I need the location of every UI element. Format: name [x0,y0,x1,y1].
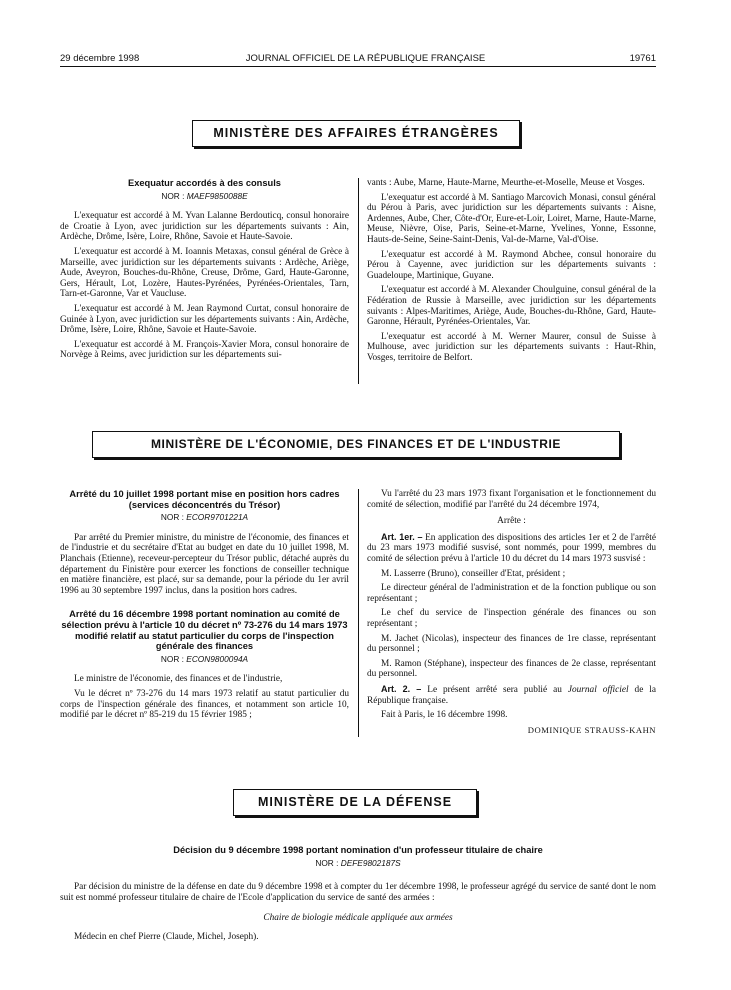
committee-member: M. Jachet (Nicolas), inspecteur des finances de 1re classe, représentant du personnel ; [367,633,656,655]
arrete-2-title: Arrêté du 16 décembre 1998 portant nomination au comité de sélection prévu à l'article 10 du décret nº 73-276 du 14 mars 1973 modifié relatif au statut particulier du corps de l'inspection générale des finances [61,609,348,652]
arrete-1-title: Arrêté du 10 juillet 1998 portant mise en position hors cadres (services déconcentrés du Trésor) [69,489,340,510]
exequatur-paragraph: L'exequatur est accordé à M. Werner Maurer, consul de Suisse à Mulhouse, avec juridiction sur les départements suivants : Haut-Rhin, Vosges, territoire de Belfort. [367,331,656,363]
committee-member: Le directeur général de l'administration et de la fonction publique ou son représentant ; [367,583,656,604]
arrete-1-nor-code: ECOR9701221A [186,512,249,523]
defense-chair-name: Chaire de biologie médicale appliquée aux armées [263,913,453,924]
economie-right-column [367,489,656,735]
arrete-2-article-2: Art. 2. – Le présent arrêté sera publié au Journal officiel de la République française. [367,683,656,706]
article-2-label: Art. 2. – [381,683,422,694]
arrete-2-vu-arrete: Vu l'arrêté du 23 mars 1973 fixant l'organisation et le fonctionnement du comité de sélection, modifié par l'arrêté du 24 décembre 1974, [367,489,656,510]
header-page-number: 19761 [629,53,656,64]
etrangeres-nor-code: MAEF9850088E [186,190,248,201]
defense-appointee: Médecin en chef Pierre (Claude, Michel, Joseph). [74,931,259,942]
section-banner-economie: MINISTÈRE DE L'ÉCONOMIE, DES FINANCES ET DE L'INDUSTRIE [92,431,620,458]
column-divider [358,489,359,737]
section-banner-defense: MINISTÈRE DE LA DÉFENSE [233,789,477,816]
exequatur-paragraph: L'exequatur est accordé à M. Alexander Choulguine, consul général de la Fédération de Russie à Marseille, avec juridiction sur les départements suivants : Alpes-Maritimes, Ariège, Aude, Bouches-du-Rhône, Gard, Haute-Garonne, Hérault, Pyrénées-Orientales, Var. [367,285,656,328]
arrete-1-text: Par arrêté du Premier ministre, du ministre de l'économie, des finances et de l'industrie et du secrétaire d'Etat au budget en date du 10 juillet 1998, M. Planchais (Etienne), receveur-percepteur du Trésor public, détaché auprès du département du Finistère pour exercer les fonctions de conseiller technique en matière financière, est placé, sur sa demande, pour la période du 1er avril 1996 au 30 septembre 1997 inclus, dans la position hors cadres. [60,532,349,596]
arrete-2-arrete-label: Arrête : [497,516,526,527]
defense-nor-code: DEFE9802187S [340,857,401,868]
defense-decision-text: Par décision du ministre de la défense en date du 9 décembre 1998 et à compter du 1er décembre 1998, le professeur agrégé du service de santé dont le nom suit est nommé professeur titulaire de chaire de l'Ecole d'application du service de santé des armées : [60,882,656,903]
exequatur-paragraph: L'exequatur est accordé à M. Yvan Lalanne Berdouticq, consul honoraire de Croatie à Lyon, avec juridiction sur les départements suivants : Ain, Ardèche, Drôme, Isère, Loire, Rhône, Savoie et Haute-Savoie. [60,211,349,243]
section-banner-affaires-etrangeres: MINISTÈRE DES AFFAIRES ÉTRANGÈRES [192,120,520,147]
defense-title: Décision du 9 décembre 1998 portant nomination d'un professeur titulaire de chaire [173,845,543,855]
etrangeres-right-column [367,178,656,364]
committee-member: M. Ramon (Stéphane), inspecteur des finances de 2e classe, représentant du personnel. [367,658,656,680]
exequatur-paragraph: L'exequatur est accordé à M. François-Xavier Mora, consul honoraire de Norvège à Reims, avec juridiction sur les départements sui- [60,339,349,361]
arrete-1-nor: NOR : ECOR9701221A [160,512,249,523]
exequatur-paragraph: L'exequatur est accordé à M. Raymond Abchee, consul honoraire du Pérou à Cayenne, avec juridiction sur les départements suivants : Guadeloupe, Martinique, Guyane. [367,249,656,281]
signature: DOMINIQUE STRAUSS-KAHN [527,724,656,735]
etrangeres-nor: NOR : MAEF9850088E [161,190,248,201]
arrete-2-done-at: Fait à Paris, le 16 décembre 1998. [381,710,508,721]
etrangeres-left-column [60,178,349,361]
economie-left-column [60,489,349,721]
article-1-label: Art. 1er. – [381,531,423,542]
exequatur-paragraph-continuation: vants : Aube, Marne, Haute-Marne, Meurthe-et-Moselle, Meuse et Vosges. [367,178,645,188]
column-divider [358,178,359,384]
exequatur-paragraph: L'exequatur est accordé à M. Santiago Marcovich Monasi, consul général du Pérou à Paris, avec juridiction sur les départements suivants : Aisne, Ardennes, Aube, Cher, Côte-d'Or, Eure-et-Loir, Loiret, Marne, Haute-Marne, Meuse, Nièvre, Oise, Paris, Seine-et-Marne, Yvelines, Yonne, Essonne, Hauts-de-Seine, Seine-Saint-Denis, Val-de-Marne, Val-d'Oise. [367,192,656,245]
exequatur-paragraph: L'exequatur est accordé à M. Ioannis Metaxas, consul général de Grèce à Marseille, avec juridiction sur les départements suivants : Ardèche, Ariège, Aude, Aveyron, Bouches-du-Rhône, Creuse, Drôme, Gard, Haute-Garonne, Gers, Hérault, Lot, Lozère, Hautes-Pyrénées, Pyrénées-Orientales, Tarn, Tarn-et-Garonne, Var et Vaucluse. [60,246,349,300]
defense-nor: NOR : DEFE9802187S [315,857,401,868]
exequatur-paragraph: L'exequatur est accordé à M. Jean Raymond Curtat, consul honoraire de Guinée à Lyon, avec juridiction sur les départements suivants : Ain, Ardèche, Drôme, Isère, Loire, Rhône, Savoie et Haute-Savoie. [60,303,349,336]
arrete-2-minister: Le ministre de l'économie, des finances et de l'industrie, [74,674,283,685]
defense-section [60,845,656,943]
committee-member: Le chef du service de l'inspection générale des finances ou son représentant ; [367,608,656,629]
header-rule [60,66,656,67]
header-date: 29 décembre 1998 [60,53,140,64]
header-journal-title: JOURNAL OFFICIEL DE LA RÉPUBLIQUE FRANÇAISE [245,53,486,64]
arrete-2-nor: NOR : ECON9800094A [160,653,249,664]
journal-officiel-italic: Journal officiel [567,684,629,695]
etrangeres-title: Exequatur accordés à des consuls [128,178,281,188]
arrete-2-vu-decret: Vu le décret nº 73-276 du 14 mars 1973 relatif au statut particulier du corps de l'inspection générale des finances, et notamment son article 10, modifié par le décret nº 85-219 du 15 février 1985 ; [60,688,349,721]
committee-member: M. Lasserre (Bruno), conseiller d'Etat, président ; [381,568,566,579]
arrete-2-nor-code: ECON9800094A [186,653,249,664]
arrete-2-article-1: Art. 1er. – En application des dispositions des articles 1er et 2 de l'arrêté du 23 mars 1973 modifié susvisé, sont nommés, pour 1999, membres du comité de sélection prévu à l'article 10 du décret du 14 mars 1973 susvisé : [367,531,656,564]
